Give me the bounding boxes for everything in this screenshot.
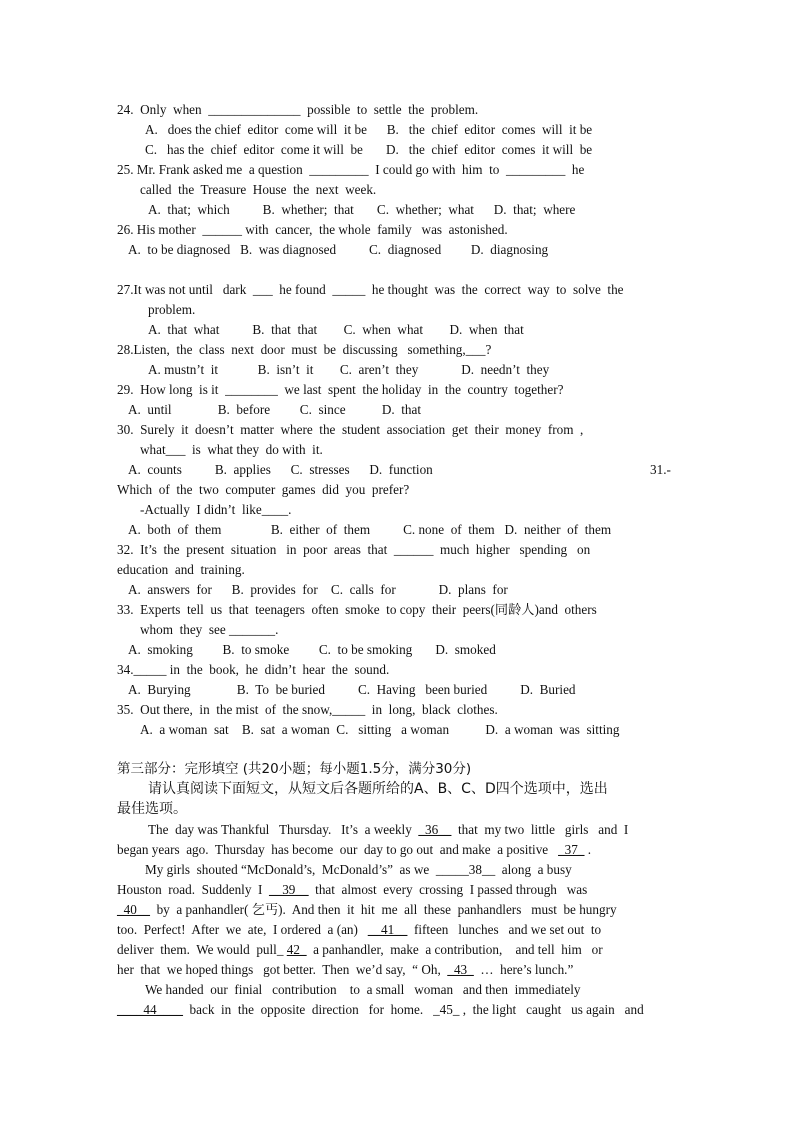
options-35: A. a woman sat B. sat a woman C. sitting a woman D. a woman was sitting (140, 722, 620, 737)
passage-line: Houston road. Suddenly I __39__ that almost every crossing I passed through was (117, 882, 588, 897)
options-33: A. smoking B. to smoke C. to be smoking D. smoked (128, 642, 496, 657)
question-29: 29. How long is it ________ we last spent the holiday in the country together? (117, 382, 564, 397)
blank-37: _37_ (558, 842, 585, 857)
blank-44: ____44____ (117, 1002, 183, 1017)
passage-line: We handed our finial contribution to a small woman and then immediately (145, 982, 581, 997)
options-32: A. answers for B. provides for C. calls for D. plans for (128, 582, 508, 597)
passage-line: her that we hoped things got better. Then we’d say, “ Oh, _43_ … here’s lunch.” (117, 962, 574, 977)
question-31: Which of the two computer games did you prefer? (117, 482, 410, 497)
options-26: A. to be diagnosed B. was diagnosed C. diagnosed D. diagnosing (128, 242, 549, 257)
options-31: A. both of them B. either of them C. none of them D. neither of them (128, 522, 612, 537)
question-32-cont: education and training. (117, 562, 245, 577)
options-27: A. that what B. that that C. when what D. when that (148, 322, 524, 337)
question-25: 25. Mr. Frank asked me a question _________ I could go with him to _________ he (117, 162, 585, 177)
question-28: 28.Listen, the class next door must be discussing something,___? (117, 342, 492, 357)
question-25-cont: called the Treasure House the next week. (140, 182, 377, 197)
question-35: 35. Out there, in the mist of the snow,_____ in long, black clothes. (117, 702, 498, 717)
passage-line: too. Perfect! After we ate, I ordered a (an) __41__ fifteen lunches and we set out to (117, 922, 602, 937)
question-27-cont: problem. (148, 302, 196, 317)
section-heading: 第三部分：完形填空 (共20小题；每小题1.5分，满分30分) (117, 761, 472, 777)
blank-39: __39__ (269, 882, 309, 897)
section-instruction: 请认真阅读下面短文，从短文后各题所给的A、B、C、D四个选项中，选出 (148, 781, 608, 797)
options-29: A. until B. before C. since D. that (128, 402, 422, 417)
question-30: 30. Surely it doesn’t matter where the student association get their money from , (117, 422, 584, 437)
question-26: 26. His mother ______ with cancer, the whole family was astonished. (117, 222, 508, 237)
passage-line: ____44____ back in the opposite direction for home. _45_ , the light caught us again and (117, 1002, 644, 1017)
blank-42: 42_ (286, 942, 307, 957)
question-31-number: 31.- (650, 462, 671, 477)
options-28: A. mustn’t it B. isn’t it C. aren’t they D. needn’t they (148, 362, 550, 377)
passage-line: My girls shouted “McDonald’s, McDonald’s” as we _____38__ along a busy (145, 862, 572, 877)
section-instruction-cont: 最佳选项。 (117, 801, 187, 817)
options-25: A. that; which B. whether; that C. whether; what D. that; where (148, 202, 576, 217)
question-27: 27.It was not until dark ___ he found _____ he thought was the correct way to solve the (117, 282, 624, 297)
blank-40: _40__ (117, 902, 150, 917)
passage-line: deliver them. We would pull_ 42_ a panhandler, make a contribution, and tell him or (117, 942, 603, 957)
passage-line: began years ago. Thursday has become our day to go out and make a positive _37_ . (117, 842, 592, 857)
question-30-cont: what___ is what they do with it. (140, 442, 323, 457)
question-24: 24. Only when ______________ possible to settle the problem. (117, 102, 479, 117)
question-32: 32. It’s the present situation in poor areas that ______ much higher spending on (117, 542, 591, 557)
question-34: 34._____ in the book, he didn’t hear the sound. (117, 662, 390, 677)
options-30: A. counts B. applies C. stresses D. function (128, 462, 433, 477)
options-34: A. Burying B. To be buried C. Having been buried D. Buried (128, 682, 576, 697)
question-33: 33. Experts tell us that teenagers often smoke to copy their peers(同龄人)and others (117, 602, 597, 617)
options-24-cd: C. has the chief editor come it will be D. the chief editor comes it will be (145, 142, 593, 157)
blank-36: _36__ (418, 822, 452, 837)
options-24-ab: A. does the chief editor come will it be B. the chief editor comes will it be (145, 122, 593, 137)
question-31-reply: -Actually I didn’t like____. (140, 502, 292, 517)
blank-41: __41__ (367, 922, 408, 937)
passage-line: The day was Thankful Thursday. It’s a weekly _36__ that my two little girls and I (148, 822, 629, 837)
question-33-cont: whom they see _______. (140, 622, 279, 637)
passage-line: _40__ by a panhandler( 乞丐). And then it hit me all these panhandlers must be hungry (117, 902, 617, 917)
blank-43: _43_ (447, 962, 474, 977)
